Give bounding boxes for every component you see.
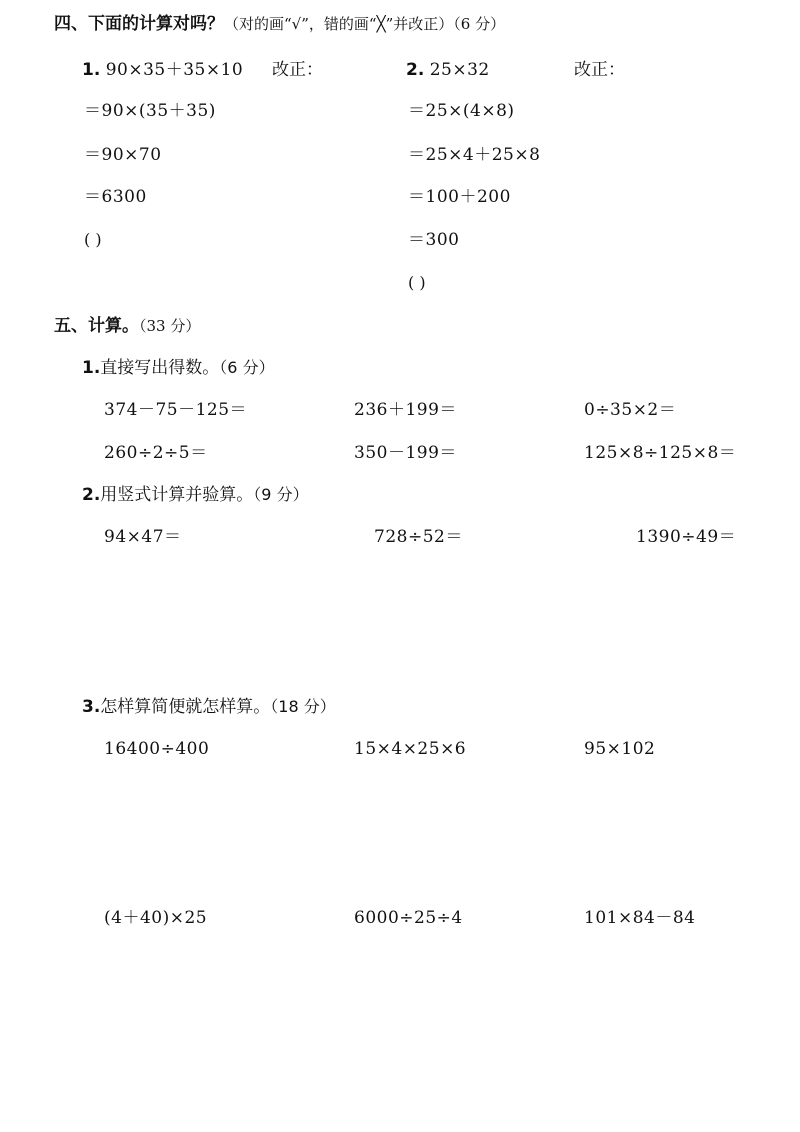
part2-score: （9 分） — [253, 485, 309, 504]
part3-item: (4＋40)×25 — [104, 908, 208, 928]
problem2-correct-label: 改正： — [574, 60, 625, 80]
problem2-step: ＝100＋200 — [408, 187, 511, 207]
part1-item: 374－75－125＝ — [104, 400, 248, 420]
part3-item: 95×102 — [584, 739, 656, 759]
part3-heading — [82, 697, 336, 717]
problem2-answer-box[interactable]: ( ) — [408, 273, 426, 292]
problem1-number: 1. — [82, 60, 101, 80]
problem1-expression — [82, 60, 243, 80]
part1-item: 236＋199＝ — [354, 400, 457, 420]
part2-item: 728÷52＝ — [374, 527, 463, 547]
part2-item: 1390÷49＝ — [636, 527, 737, 547]
part2-item: 94×47＝ — [104, 527, 182, 547]
problem1-expr: 90×35＋35×10 — [105, 60, 244, 80]
part1-number: 1. — [82, 358, 101, 378]
part3-item: 6000÷25÷4 — [354, 908, 463, 928]
problem2-step: ＝300 — [408, 230, 460, 250]
part1-item: 260÷2÷5＝ — [104, 443, 208, 463]
problem2-step: ＝25×(4×8) — [408, 101, 515, 121]
part2-title: 用竖式计算并验算。 — [100, 485, 254, 505]
problem2-expression — [406, 60, 490, 80]
section5-heading — [54, 316, 200, 336]
section4-instruction: （对的画“√”，错的画“╳”并改正）（6 分） — [224, 15, 506, 33]
part3-item: 15×4×25×6 — [354, 739, 467, 759]
part3-title: 怎样算简便就怎样算。 — [100, 697, 271, 717]
part2-number: 2. — [82, 485, 101, 505]
part1-item: 0÷35×2＝ — [584, 400, 677, 420]
problem1-answer-box[interactable]: ( ) — [84, 230, 102, 249]
part1-heading — [82, 358, 275, 378]
section4-title: 四、下面的计算对吗？ — [54, 14, 224, 34]
problem1-step: ＝6300 — [84, 187, 147, 207]
part3-score: （18 分） — [270, 697, 336, 716]
part1-item: 125×8÷125×8＝ — [584, 443, 737, 463]
problem1-step: ＝90×70 — [84, 145, 162, 165]
section4-heading — [54, 14, 505, 34]
problem1-step: ＝90×(35＋35) — [84, 101, 216, 121]
part1-item: 350－199＝ — [354, 443, 457, 463]
part3-item: 16400÷400 — [104, 739, 210, 759]
part3-number: 3. — [82, 697, 101, 717]
problem2-step: ＝25×4＋25×8 — [408, 145, 541, 165]
part3-item: 101×84－84 — [584, 908, 696, 928]
part1-title: 直接写出得数。 — [100, 358, 220, 378]
problem1-correct-label: 改正： — [272, 60, 323, 80]
part2-heading — [82, 485, 309, 505]
section5-score: （33 分） — [139, 317, 201, 335]
part1-score: （6 分） — [219, 358, 275, 377]
problem2-expr: 25×32 — [429, 60, 490, 80]
section5-title: 五、计算。 — [54, 316, 139, 336]
problem2-number: 2. — [406, 60, 425, 80]
